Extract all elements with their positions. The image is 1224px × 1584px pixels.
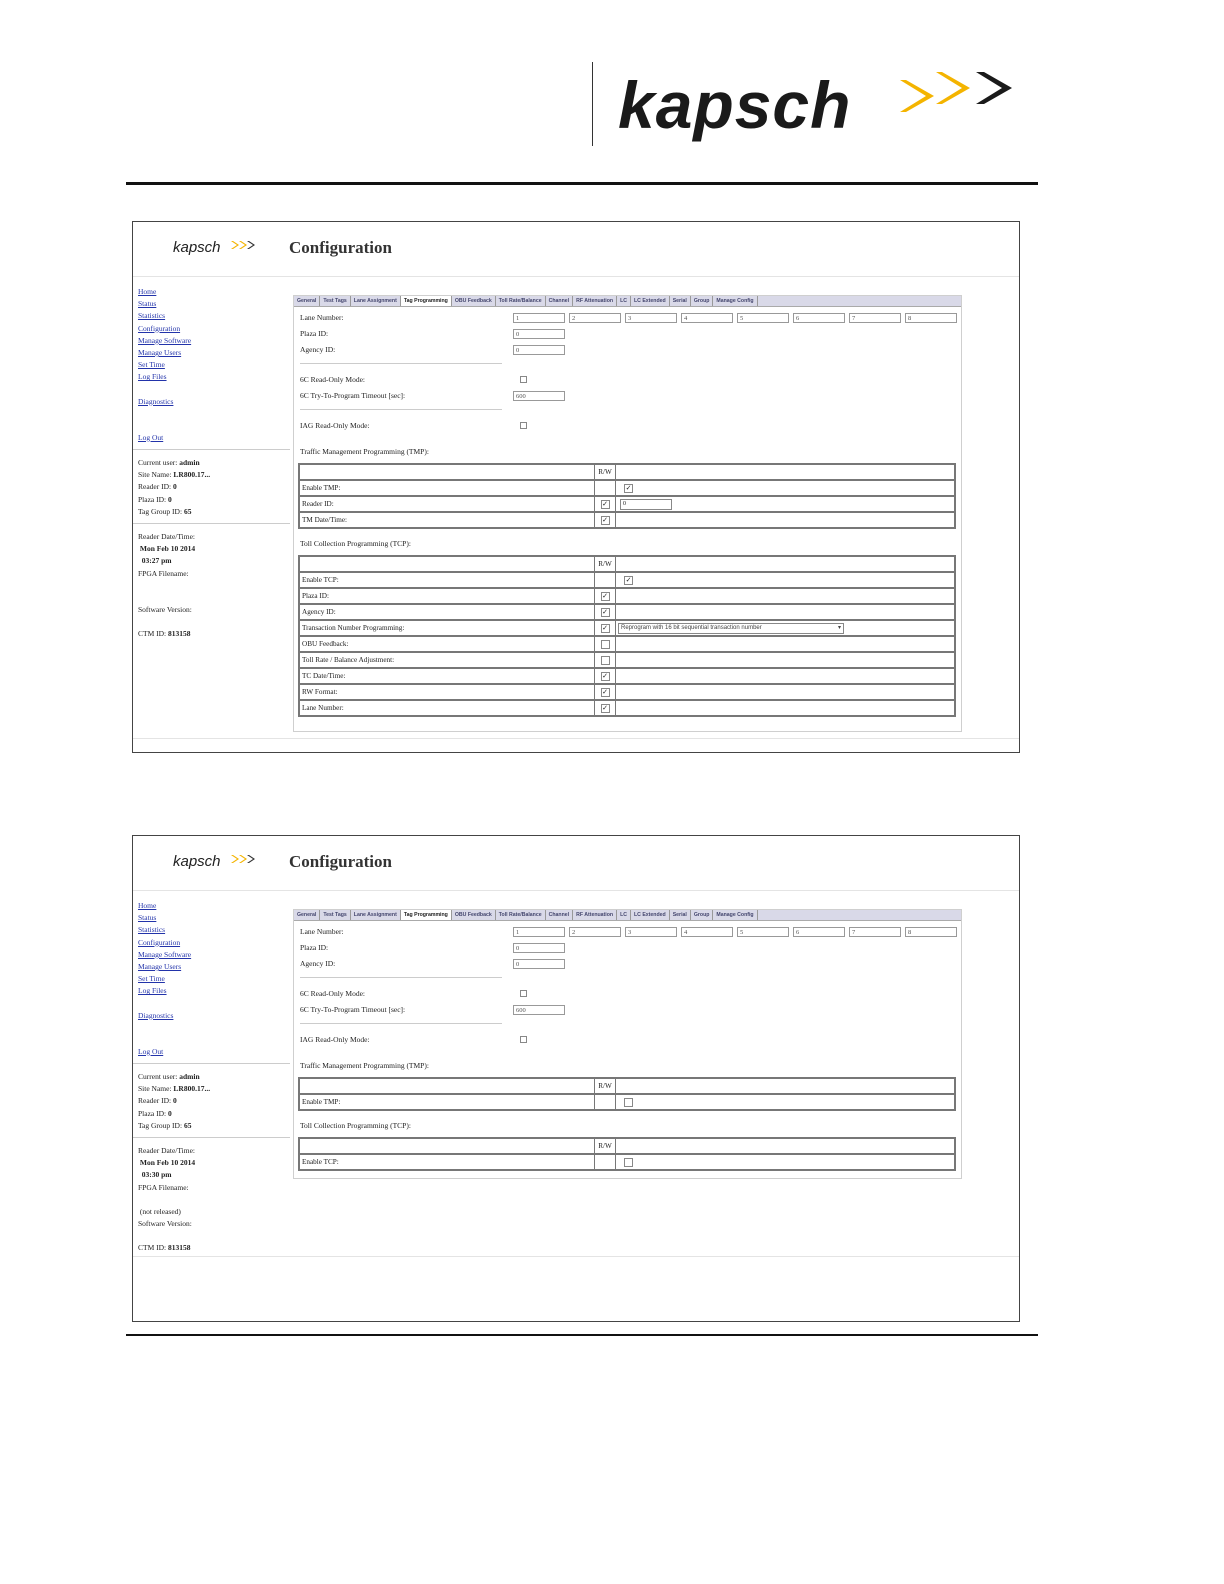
tab-lane-assignment[interactable]: Lane Assignment [351,910,401,920]
sixc-timeout-label: 6C Try-To-Program Timeout [sec]: [300,391,406,400]
reader-datetime: Reader Date/Time: Mon Feb 10 2014 03:30 pm FPGA Filename: (not released) Software Version: CTM ID: 813158 [138,1146,196,1253]
table-row: Transaction Number Programming: ✓ Reprogram with 16 bit sequential transaction number ▾ [299,620,955,636]
nav-manage-users[interactable]: Manage Users [138,348,182,358]
table-row: R/W [299,1138,955,1154]
tab-manage-config[interactable]: Manage Config [713,910,757,920]
sixc-timeout-input[interactable]: 600 [513,391,565,401]
page-title: Configuration [289,238,392,257]
tab-toll-rate-balance[interactable]: Toll Rate/Balance [496,296,546,306]
tab-obu-feedback[interactable]: OBU Feedback [452,296,496,306]
page-title: Configuration [289,852,392,871]
nav-diagnostics[interactable]: Diagnostics [138,396,174,406]
tab-test-tags[interactable]: Test Tags [320,910,350,920]
table-row: TM Date/Time: ✓ [299,512,955,528]
iag-readonly-checkbox[interactable] [520,1036,527,1043]
svg-text:kapsch: kapsch [173,853,221,870]
tcp-agency-id-rw-checkbox[interactable]: ✓ [602,607,608,616]
table-row: TC Date/Time: ✓ [299,668,955,684]
tab-test-tags[interactable]: Test Tags [320,296,350,306]
tcp-title: Toll Collection Programming (TCP): [300,1121,411,1130]
nav-status[interactable]: Status [138,299,157,309]
lane-number-input-8[interactable]: 8 [905,313,957,323]
lane-number-input-8[interactable]: 8 [905,927,957,937]
sixc-readonly-label: 6C Read-Only Mode: [300,375,365,384]
tab-group[interactable]: Group [691,910,714,920]
lane-number-input-6[interactable]: 6 [793,927,845,937]
tmp-title: Traffic Management Programming (TMP): [300,1061,429,1070]
agency-id-input[interactable]: 0 [513,345,565,355]
lane-number-input-7[interactable]: 7 [849,927,901,937]
lane-number-input-2[interactable]: 2 [569,313,621,323]
lane-number-input-5[interactable]: 5 [737,313,789,323]
tab-general[interactable]: General [294,296,320,306]
svg-text:kapsch: kapsch [173,239,221,256]
tab-bar [294,910,961,921]
plaza-id-input[interactable]: 0 [513,943,565,953]
sidebar [138,286,288,640]
lane-number-rw-checkbox[interactable]: ✓ [602,703,608,712]
tab-obu-feedback[interactable]: OBU Feedback [452,910,496,920]
iag-readonly-label: IAG Read-Only Mode: [300,421,370,430]
lane-number-input-4[interactable]: 4 [681,927,733,937]
tab-group[interactable]: Group [691,296,714,306]
transaction-number-select[interactable]: Reprogram with 16 bit sequential transaction number ▾ [618,623,844,634]
lane-number-input-4[interactable]: 4 [681,313,733,323]
tab-bar [294,296,961,307]
tcp-table [298,555,956,717]
table-row: Agency ID: ✓ [299,604,955,620]
config-panel [293,909,962,1179]
nav-log-files[interactable]: Log Files [138,986,167,996]
tab-channel[interactable]: Channel [546,910,573,920]
rw-format-rw-checkbox[interactable]: ✓ [602,687,608,696]
nav-log-files[interactable]: Log Files [138,372,167,382]
tab-manage-config[interactable]: Manage Config [713,296,757,306]
nav-home[interactable]: Home [138,901,157,910]
nav-set-time[interactable]: Set Time [138,974,165,984]
lane-number-input-5[interactable]: 5 [737,927,789,937]
transaction-number-rw-checkbox[interactable]: ✓ [602,623,608,632]
tab-rf-attenuation[interactable]: RF Attenuation [573,296,617,306]
table-row: Enable TCP: ✓ [299,572,955,588]
table-row: Reader ID: ✓ 0 [299,496,955,512]
toll-rate-rw-checkbox[interactable] [601,656,610,665]
tm-datetime-rw-checkbox[interactable]: ✓ [602,515,608,524]
sixc-timeout-input[interactable]: 600 [513,1005,565,1015]
tmp-table [298,463,956,529]
tab-lc[interactable]: LC [617,296,631,306]
tab-serial[interactable]: Serial [670,910,691,920]
kapsch-logo [618,66,1028,146]
tcp-plaza-id-rw-checkbox[interactable]: ✓ [602,591,608,600]
sidebar [138,900,288,1254]
nav-configuration[interactable]: Configuration [138,323,181,333]
reader-datetime: Reader Date/Time: Mon Feb 10 2014 03:27 pm FPGA Filename: Software Version: CTM ID: 813158 [138,532,196,639]
iag-readonly-checkbox[interactable] [520,422,527,429]
tc-datetime-rw-checkbox[interactable]: ✓ [602,671,608,680]
tab-serial[interactable]: Serial [670,296,691,306]
lane-number-input-7[interactable]: 7 [849,313,901,323]
plaza-id-label: Plaza ID: [300,329,329,338]
table-row: Lane Number: ✓ [299,700,955,716]
table-row: R/W [299,556,955,572]
nav-diagnostics[interactable]: Diagnostics [138,1010,174,1020]
header-rule [126,182,1038,185]
enable-tmp-checkbox[interactable] [624,1098,633,1107]
plaza-id-input[interactable]: 0 [513,329,565,339]
tab-rf-attenuation[interactable]: RF Attenuation [573,910,617,920]
agency-id-input[interactable]: 0 [513,959,565,969]
lane-number-label: Lane Number: [300,927,344,936]
tab-toll-rate-balance[interactable]: Toll Rate/Balance [496,910,546,920]
nav-statistics[interactable]: Statistics [138,925,166,935]
nav-status[interactable]: Status [138,913,157,923]
lane-number-input-2[interactable]: 2 [569,927,621,937]
tcp-table [298,1137,956,1171]
config-screenshot-1 [132,221,1020,753]
tcp-title: Toll Collection Programming (TCP): [300,539,411,548]
lane-number-input-3[interactable]: 3 [625,927,677,937]
enable-tcp-checkbox[interactable]: ✓ [625,575,632,584]
nav-home[interactable]: Home [138,287,157,296]
tab-tag-programming[interactable]: Tag Programming [401,910,452,920]
table-row: Enable TMP: [299,1094,955,1110]
sixc-readonly-checkbox[interactable] [520,990,527,997]
table-row: Plaza ID: ✓ [299,588,955,604]
config-panel [293,295,962,732]
lane-number-label: Lane Number: [300,313,344,322]
tab-lc-extended[interactable]: LC Extended [631,910,670,920]
footer-rule [126,1334,1038,1336]
table-row: Enable TMP: ✓ [299,480,955,496]
enable-tmp-checkbox[interactable]: ✓ [625,483,632,492]
tmp-reader-id-input[interactable]: 0 [620,499,672,510]
table-row: Toll Rate / Balance Adjustment: [299,652,955,668]
tab-tag-programming[interactable]: Tag Programming [401,296,452,306]
header-divider [592,62,593,146]
tab-channel[interactable]: Channel [546,296,573,306]
agency-id-label: Agency ID: [300,345,336,354]
table-row: R/W [299,464,955,480]
logout-link[interactable]: Log Out [138,432,164,442]
table-row: R/W [299,1078,955,1094]
lane-number-input-1[interactable]: 1 [513,927,565,937]
nav-manage-users[interactable]: Manage Users [138,962,182,972]
tab-lane-assignment[interactable]: Lane Assignment [351,296,401,306]
tab-lc-extended[interactable]: LC Extended [631,296,670,306]
lane-number-input-3[interactable]: 3 [625,313,677,323]
tmp-title: Traffic Management Programming (TMP): [300,447,429,456]
config-screenshot-2 [132,835,1020,1322]
sixc-readonly-label: 6C Read-Only Mode: [300,989,365,998]
logout-link[interactable]: Log Out [138,1046,164,1056]
enable-tcp-checkbox[interactable] [624,1158,633,1167]
table-row: RW Format: ✓ [299,684,955,700]
iag-readonly-label: IAG Read-Only Mode: [300,1035,370,1044]
nav-manage-software[interactable]: Manage Software [138,335,192,345]
nav-manage-software[interactable]: Manage Software [138,949,192,959]
reader-id-rw-checkbox[interactable]: ✓ [602,499,608,508]
sixc-timeout-label: 6C Try-To-Program Timeout [sec]: [300,1005,406,1014]
table-row: Enable TCP: [299,1154,955,1170]
sixc-readonly-checkbox[interactable] [520,376,527,383]
chevrons-icon [900,72,1012,112]
kapsch-logo-text: kapsch [618,68,852,142]
obu-feedback-rw-checkbox[interactable] [601,640,610,649]
reader-info: Current user: admin Site Name: LR800.17... Reader ID: 0 Plaza ID: 0 Tag Group ID: 65 [138,1072,211,1130]
agency-id-label: Agency ID: [300,959,336,968]
kapsch-small-logo [173,236,257,258]
lane-number-input-6[interactable]: 6 [793,313,845,323]
tab-lc[interactable]: LC [617,910,631,920]
lane-number-input-1[interactable]: 1 [513,313,565,323]
tab-general[interactable]: General [294,910,320,920]
chevron-down-icon: ▾ [837,624,841,631]
reader-info: Current user: admin Site Name: LR800.17... Reader ID: 0 Plaza ID: 0 Tag Group ID: 65 [138,458,211,516]
nav-configuration[interactable]: Configuration [138,937,181,947]
tmp-table [298,1077,956,1111]
table-row: OBU Feedback: [299,636,955,652]
kapsch-small-logo [173,850,257,872]
plaza-id-label: Plaza ID: [300,943,329,952]
nav-statistics[interactable]: Statistics [138,311,166,321]
nav-set-time[interactable]: Set Time [138,360,165,370]
